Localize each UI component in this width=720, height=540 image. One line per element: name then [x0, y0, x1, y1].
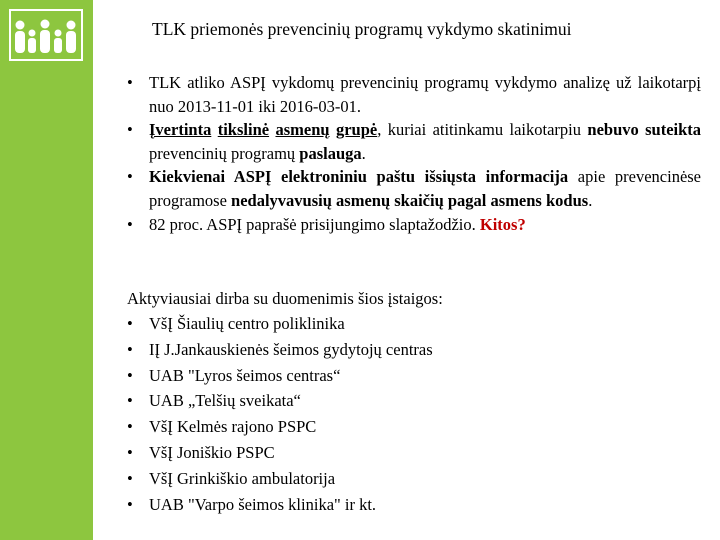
- bullet-text: 82 proc. ASPĮ paprašė prisijungimo slaptažodžio.: [149, 214, 476, 234]
- list-item: • VšĮ Šiaulių centro poliklinika: [127, 311, 433, 337]
- list-item: [127, 71, 701, 118]
- list-item: • VšĮ Kelmės rajono PSPC: [127, 414, 433, 440]
- bullet-text: , kuriai atitinkamu laikotarpiu: [377, 120, 581, 140]
- bullet-text: .: [588, 190, 593, 210]
- page-title: TLK priemonės prevencinių programų vykdymo skatinimui: [152, 19, 572, 39]
- orgs-heading: Aktyviausiai dirba su duomenimis šios įstaigos:: [127, 289, 443, 308]
- list-item: • VšĮ Joniškio PSPC: [127, 440, 433, 466]
- list-item: [127, 213, 701, 237]
- bullet-text: grupė: [335, 120, 378, 140]
- list-item: [127, 118, 701, 165]
- bullet-text: TLK atliko ASPĮ vykdomų prevencinių programų vykdymo analizę už laikotarpį nuo 2013-11-01 iki 2016-03-01.: [149, 73, 701, 116]
- family-figures-logo-icon: [11, 11, 81, 59]
- list-item: • VšĮ Grinkiškio ambulatorija: [127, 466, 433, 492]
- bullet-text: apie prevencinėse programose: [149, 167, 702, 210]
- bullet-text: .: [361, 143, 366, 163]
- bullet-text: tikslinė: [217, 120, 270, 140]
- bullet-text: prevencinių programų: [149, 143, 296, 163]
- bullet-text: nebuvo suteikta: [587, 120, 702, 140]
- logo: [9, 9, 83, 61]
- list-item: • IĮ J.Jankauskienės šeimos gydytojų centras: [127, 337, 433, 363]
- list-item: • UAB "Lyros šeimos centras“: [127, 363, 433, 389]
- list-item: [127, 165, 701, 212]
- bullet-text: nedalyvavusių asmenų skaičių pagal asmens kodus: [231, 190, 589, 210]
- bullet-text: asmenų: [275, 120, 330, 140]
- green-sidebar: [0, 0, 93, 540]
- list-item: • UAB "Varpo šeimos klinika" ir kt.: [127, 492, 433, 518]
- list-item: • UAB „Telšių sveikata“: [127, 388, 433, 414]
- bullet-text: Įvertinta: [149, 120, 212, 140]
- bullet-text: Kiekvienai ASPĮ elektroniniu paštu išsiųsta informacija: [149, 167, 569, 187]
- bullet-text: paslauga: [299, 143, 362, 163]
- findings-list: [127, 71, 701, 236]
- bullet-text-highlight: Kitos?: [479, 214, 526, 234]
- orgs-list: [127, 311, 433, 517]
